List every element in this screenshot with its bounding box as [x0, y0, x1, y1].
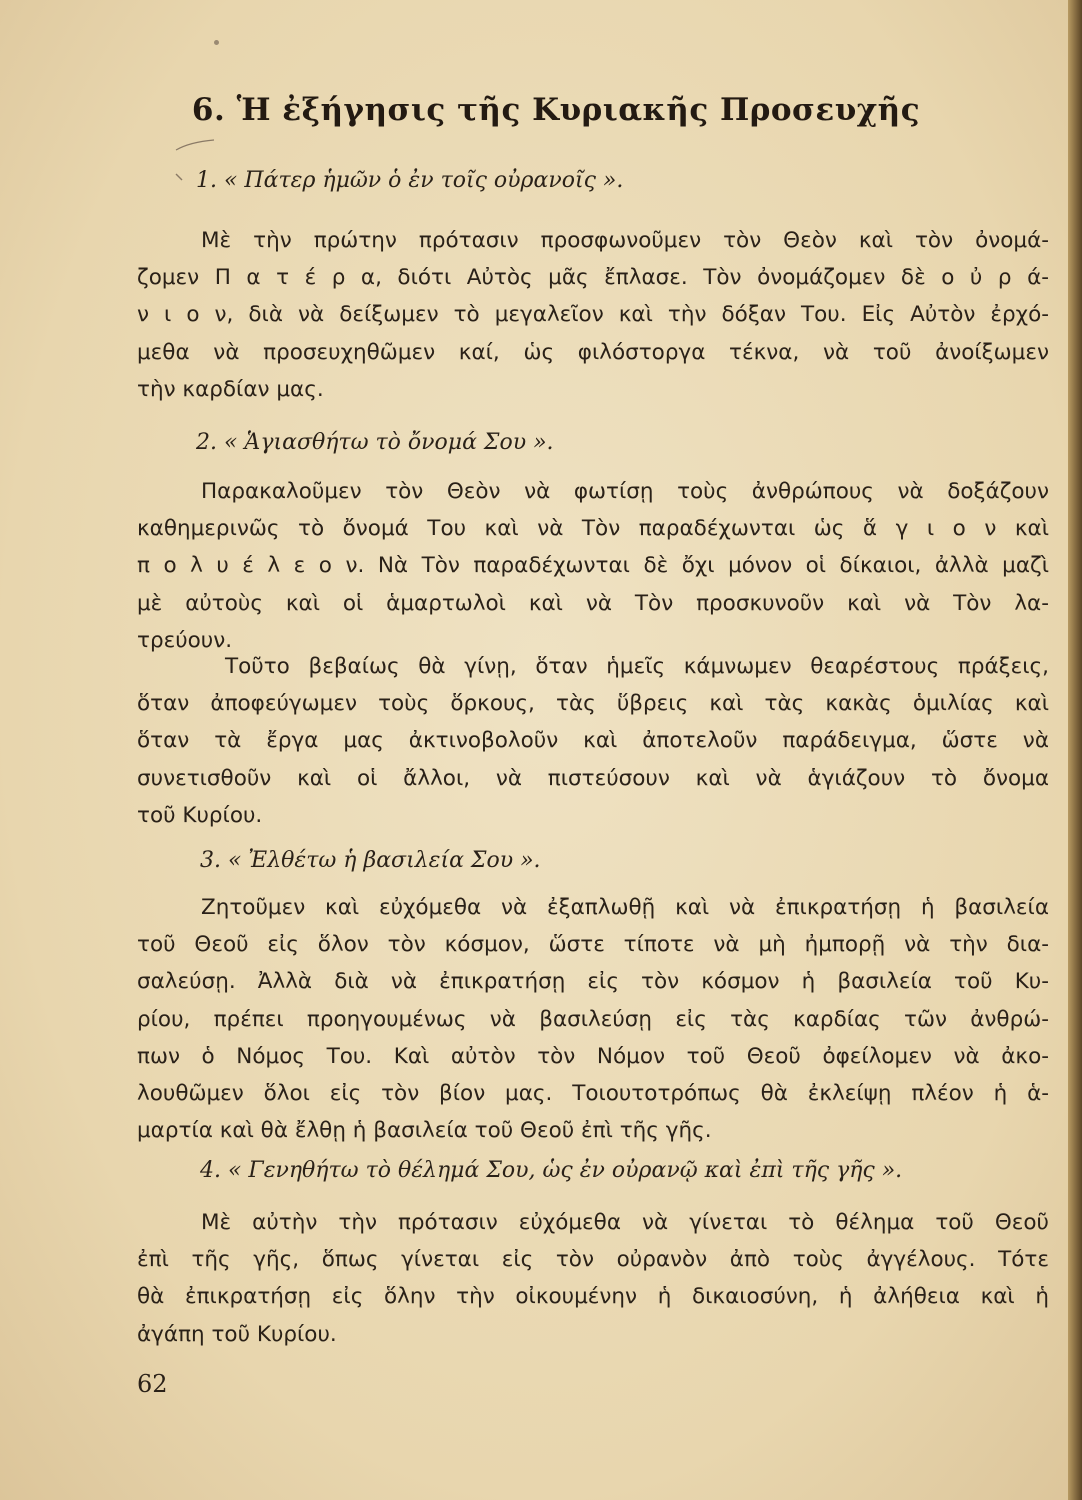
text-line: Μὲ αὐτὴν τὴν πρότασιν εὐχόμεθα νὰ γίνεται τὸ θέλημα τοῦ Θεοῦ [201, 1210, 1049, 1235]
paragraph-4 [137, 889, 1049, 1149]
section-heading-4: 4. « Γενηθήτω τὸ θέλημά Σου, ὡς ἐν οὐρανῷ καὶ ἐπὶ τῆς γῆς ». [200, 1158, 903, 1183]
section-heading-3: 3. « Ἐλθέτω ἡ βασιλεία Σου ». [200, 848, 541, 873]
paragraph-2 [137, 473, 1049, 659]
text-line: μὲ αὐτοὺς καὶ οἱ ἁμαρτωλοὶ καὶ νὰ Τὸν προσκυνοῦν καὶ νὰ Τὸν λα- [137, 590, 1049, 616]
text-line: ν ι ο ν, διὰ νὰ δείξωμεν τὸ μεγαλεῖον καὶ τὴν δόξαν Του. Εἰς Αὐτὸν ἐρχό- [137, 302, 1049, 328]
text-line: πων ὁ Νόμος Του. Καὶ αὐτὸν τὸν Νόμον τοῦ Θεοῦ ὀφείλομεν νὰ ἀκο- [137, 1043, 1049, 1069]
text-line: καθημερινῶς τὸ ὄνομά Του καὶ νὰ Τὸν παραδέχωνται ὡς ἅ γ ι ο ν καὶ [137, 516, 1049, 542]
text-line: π ο λ υ έ λ ε ο ν. Νὰ Τὸν παραδέχωνται δὲ ὄχι μόνον οἱ δίκαιοι, ἀλλὰ μαζὶ [137, 553, 1049, 579]
text-line: μεθα νὰ προσευχηθῶμεν καί, ὡς φιλόστοργα τέκνα, νὰ τοῦ ἀνοίξωμεν [137, 339, 1049, 365]
paragraph-1 [137, 222, 1049, 408]
text-line: ἀγάπη τοῦ Κυρίου. [137, 1321, 337, 1347]
page-edge [1068, 0, 1082, 1500]
text-line: ὅταν τὰ ἔργα μας ἀκτινοβολοῦν καὶ ἀποτελοῦν παράδειγμα, ὥστε νὰ [137, 728, 1049, 754]
text-line: ρίου, πρέπει προηγουμένως νὰ βασιλεύσῃ εἰς τὰς καρδίας τῶν ἀνθρώ- [137, 1006, 1049, 1032]
text-line: ὅταν ἀποφεύγωμεν τοὺς ὅρκους, τὰς ὕβρεις καὶ τὰς κακὰς ὁμιλίας καὶ [137, 691, 1049, 717]
text-line: τρεύουν. [137, 627, 233, 653]
text-line: λουθῶμεν ὅλοι εἰς τὸν βίον μας. Τοιουτοτρόπως θὰ ἐκλείψῃ πλέον ἡ ἁ- [137, 1081, 1049, 1107]
text-line: Τοῦτο βεβαίως θὰ γίνῃ, ὅταν ἡμεῖς κάμνωμεν θεαρέστους πράξεις, [225, 654, 1049, 679]
text-line: Παρακαλοῦμεν τὸν Θεὸν νὰ φωτίσῃ τοὺς ἀνθρώπους νὰ δοξάζουν [201, 479, 1049, 504]
speck [214, 40, 219, 45]
text-line: συνετισθοῦν καὶ οἱ ἄλλοι, νὰ πιστεύσουν καὶ νὰ ἁγιάζουν τὸ ὄνομα [137, 765, 1049, 791]
text-line: τοῦ Θεοῦ εἰς ὅλον τὸν κόσμον, ὥστε τίποτε νὰ μὴ ἠμπορῇ νὰ τὴν δια- [137, 932, 1049, 958]
text-line: Μὲ τὴν πρώτην πρότασιν προσφωνοῦμεν τὸν Θεὸν καὶ τὸν ὀνομά- [201, 228, 1049, 253]
text-line: τὴν καρδίαν μας. [137, 376, 324, 402]
text-line: τοῦ Κυρίου. [137, 802, 263, 828]
text-line: ζομεν Π α τ έ ρ α, διότι Αὐτὸς μᾶς ἔπλασε. Τὸν ὀνομάζομεν δὲ ο ὐ ρ ά- [137, 265, 1049, 291]
text-line: ἐπὶ τῆς γῆς, ὅπως γίνεται εἰς τὸν οὐρανὸν ἀπὸ τοὺς ἀγγέλους. Τότε [137, 1247, 1049, 1273]
text-line: θὰ ἐπικρατήσῃ εἰς ὅλην τὴν οἰκουμένην ἡ δικαιοσύνη, ἡ ἀλήθεια καὶ ἡ [137, 1284, 1049, 1310]
paragraph-3 [137, 648, 1049, 834]
section-heading-1: 1. « Πάτερ ἡμῶν ὁ ἐν τοῖς οὐρανοῖς ». [196, 168, 624, 193]
text-line: σαλεύσῃ. Ἀλλὰ διὰ νὰ ἐπικρατήσῃ εἰς τὸν κόσμον ἡ βασιλεία τοῦ Κυ- [137, 969, 1049, 995]
page-number: 62 [137, 1370, 168, 1398]
text-line: Ζητοῦμεν καὶ εὐχόμεθα νὰ ἐξαπλωθῇ καὶ νὰ ἐπικρατήσῃ ἡ βασιλεία [201, 895, 1049, 920]
section-heading-2: 2. « Ἁγιασθήτω τὸ ὄνομά Σου ». [196, 430, 554, 455]
chapter-title: 6. Ἡ ἐξήγησις τῆς Κυριακῆς Προσευχῆς [191, 92, 921, 128]
paragraph-5 [137, 1204, 1049, 1353]
text-line: μαρτία καὶ θὰ ἔλθῃ ἡ βασιλεία τοῦ Θεοῦ ἐπὶ τῆς γῆς. [137, 1118, 712, 1144]
